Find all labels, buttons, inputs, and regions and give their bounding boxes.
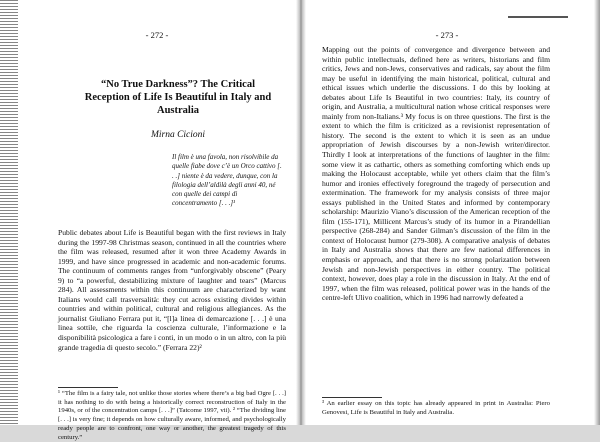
book-gutter bbox=[296, 0, 306, 425]
scan-edge-right bbox=[594, 0, 600, 425]
footnote-separator bbox=[322, 397, 382, 398]
page-number: - 272 - bbox=[145, 30, 169, 40]
footnotes: ³ An earlier essay on this topic has already appeared in print in Australia: Piero Genovesi, Life is Beautiful in Italy and Australia. bbox=[322, 400, 550, 416]
right-page bbox=[312, 0, 582, 425]
body-text: Public debates about Life is Beautiful began with the first reviews in Italy during the 1997-98 Christmas season, continued in all the countries where the film was released, resumed after it won three Academy Awards in 1999, and have since progressed in academic and non-academic forums. The continuum of comments ranges from “unforgivably obscene” (Peary 9) to “a powerful, destabilizing mixture of laughter and tears” (Marcus 284). All assessments within this continuum are characterized by want Italians would call trasversalità: they cut across existing divides within countries and within political, cultural and religious allegiances. As the journalist Giuliano Ferrara put it, “[l]a linea di demarcazione [. . .] è una linea sottile, che riguarda la coscienza culturale, l’informazione e la disponibilità psicologica a fare i conti, in un modo o in un altro, con la più grande tragedia di questo secolo.” (Ferrara 22)² bbox=[58, 228, 286, 352]
footnote-separator bbox=[58, 387, 118, 388]
article-title: “No True Darkness”? The Critical Reception of Life Is Beautiful in Italy and Australia bbox=[84, 79, 272, 116]
footnotes: ¹ “The film is a fairy tale, not unlike those stories where there’s a big bad Ogre [. . .] it has nothing to do with being a historically correct reconstruction of Italy in the 1940s, or of the concentration camps [. . .]” (Tatcome 1997, vii). ² “The dividing line [. . .] is very fine; it depends on how culturally aware, informed, and psychologically ready people are to confront, one way or another, the greatest tragedy of this century.” bbox=[58, 390, 286, 441]
header-rule bbox=[508, 16, 568, 18]
epigraph: Il film è una favola, non risolvibile da quelle fiabe dove c’è un Orco cattivo [. . .] niente è da vedere, dunque, con la filologia dell’aldilà degli anni 40, né con quelle dei campi di concentramento [. . .]¹ bbox=[172, 153, 282, 208]
left-page bbox=[22, 0, 292, 441]
article-author: Mirna Cicioni bbox=[150, 130, 206, 140]
page-number: - 273 - bbox=[435, 30, 459, 40]
scan-edge-left bbox=[0, 0, 18, 425]
body-text: Mapping out the points of convergence and divergence between and within public intellectuals, defined here as writers, historians and film critics, Jews and non-Jews, conservatives and radicals, say about the film may be useful in identifying the main historical, political, cultural and ethical issues which underlie the discussions. I do this by looking at debates about Life Is Beautiful in two countries: Italy, its country of origin, and Australia, a multicultural nation whose critical responses were mainly from non-Italians.³ My focus is on three questions. The first is the extent to which the film is criticized as a revisionist representation of history. The second is the extent to which it is seen as an undue appropriation of Jewish discourses by a non-Jewish writer/director. Thirdly I look at interpretations of the functions of laughter in the film: some view it as cathartic, others as something comforting which ends up making the Holocaust acceptable, while yet others claim that the film’s humor and ironies effectively foreground the tragedy of persecution and extermination. The framework for my analysis consists of three major essays published in the United States and informed by contemporary scholarship: Maurizio Viano’s discussion of the American reception of the film (155-171), Millicent Marcus’s study of its humor in a Pirandellian perspective (268-284) and Sander Gilman’s discussion of the film in the context of Holocaust humor (279-308). A comparative analysis of debates in Italy and Australia shows that there are few national differences in emphasis or approach, and that there is no strong polarization between Jewish and non-Jewish perspectives in either country. The political context, however, does play a role in the discussion in Italy. At the end of 1997, when the film was released, political power was in the hands of the centre-left Ulivo coalition, which in 1996 had narrowly defeated a bbox=[322, 45, 550, 303]
